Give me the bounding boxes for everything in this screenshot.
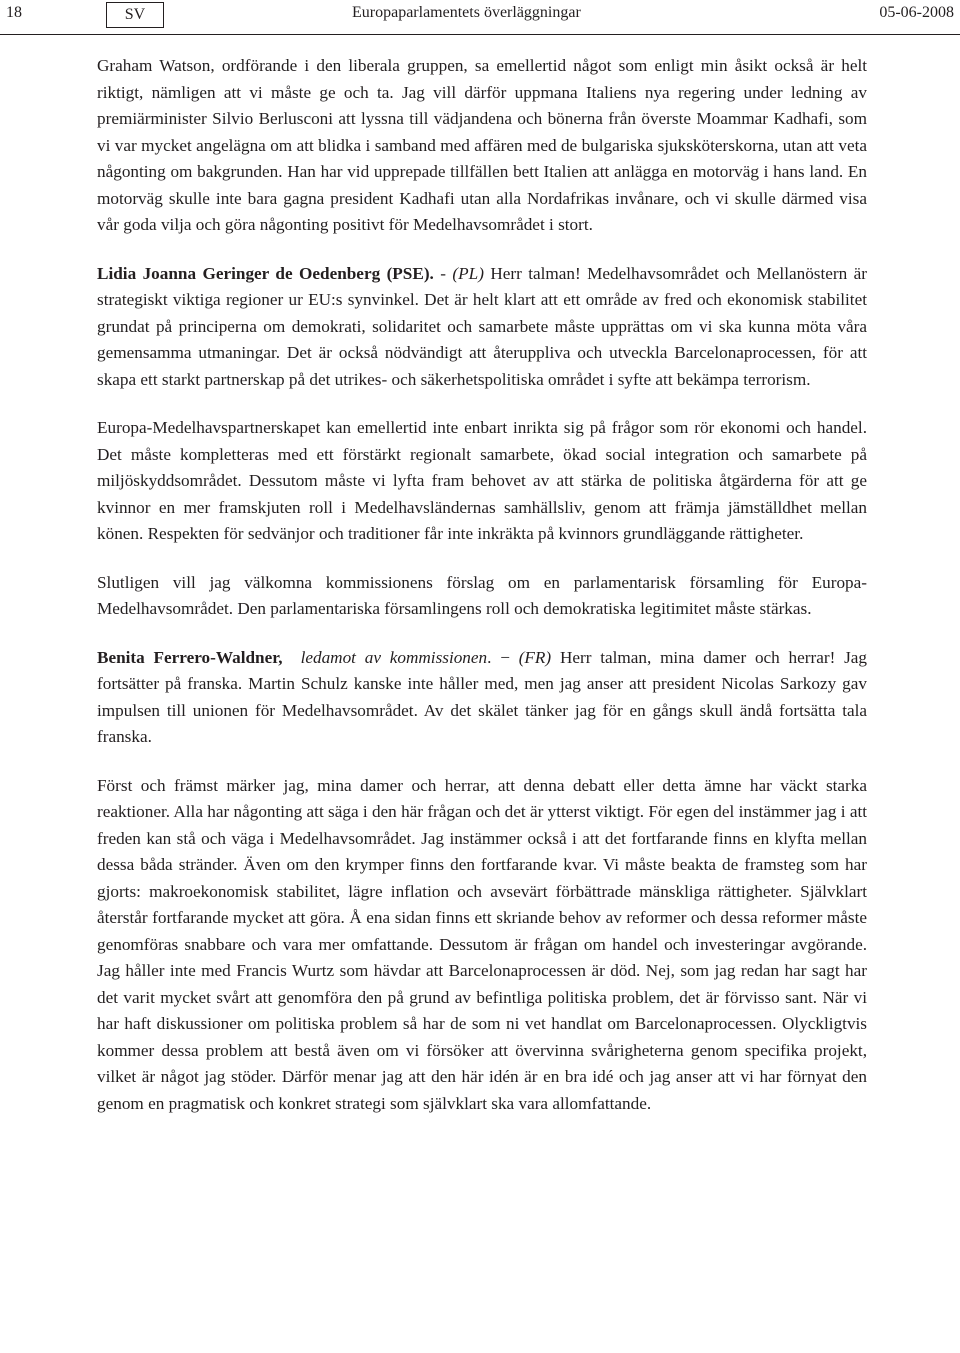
- speech-text: Herr talman, mina damer och herrar! Jag fortsätter på franska. Martin Schulz kanske inte håller med, men jag anser att president Nicolas Sarkozy gav impulsen till unionen för Medelhavsområdet. Av det skälet tänker jag för en gångs skull ändå fortsätta tala franska.: [97, 647, 867, 746]
- document-title: Europaparlamentets överläggningar: [352, 4, 581, 21]
- speaker-role: ledamot av kommissionen: [300, 647, 488, 667]
- speech-geringer-paragraph-2: Europa-Medelhavspartnerskapet kan emellertid inte enbart inrikta sig på frågor som rör ekonomi och handel. Det måste kompletteras med ett förstärkt regionalt samarbete, ökad social integration och samarbete på miljöskyddsområdet. Dessutom måste vi lyfta fram behovet av att stärka de politiska åtgärderna för att ge kvinnor en mer framskjuten roll i Medelhavsländernas samhällsliv, genom att främja jämställdhet mellan könen. Respekten för sedvänjor och traditioner får inte inkräkta på kvinnors grundläggande rättigheter.: [97, 418, 867, 543]
- speech-ferrero-waldner-paragraph-2: Först och främst märker jag, mina damer och herrar, att denna debatt eller detta ämne har väckt starka reaktioner. Alla har någonting att säga i den här frågan och det är ytterst viktigt. För egen del instämmer jag i att freden kan stå och väga i Medelhavsområdet. Jag instämmer också i att det fortfarande finns en klyfta mellan dessa båda stränder. Även om den krymper finns den fortfarande kvar. Vi måste beakta de framsteg som har gjorts: makroekonomisk stabilitet, lägre inflation och avsevärt förbättrade mänskliga rättigheter. Självklart återstår fortfarande mycket att göra. Å ena sidan finns ett skriande behov av reformer och dessa reformer måste genomföras snabbare och vara mer omfattande. Dessutom är frågan om handel och investeringar avgörande. Jag håller inte med Francis Wurtz som hävdar att Barcelonaprocessen är död. Nej, som jag redan har sagt har det varit mycket svårt att genomföra den på grund av befintliga politiska problem, det är förvisso sant. När vi har haft diskussioner om politiska problem så har de som ni vet handlat om Barcelonaprocessen. Olyckligtvis kommer dessa problem att bestå även om vi försöker att övervinna svårigheterna genom specifika projekt, vilket är något jag stöder. Därför menar jag att den här idén är en bra idé och jag anser att vi har förnyat den genom en pragmatisk och konkret strategi som självklart ska vara allomfattande.: [97, 775, 867, 1113]
- language-tag-fr: (FR): [518, 647, 552, 667]
- speech-ferrero-waldner-paragraph-1: [97, 645, 867, 751]
- intro-paragraph: Graham Watson, ordförande i den liberala gruppen, sa emellertid något som enligt min åsikt också är helt riktigt, nämligen att vi måste ge och ta. Jag vill därför uppmana Italiens nya regering under ledning av premiärminister Silvio Berlusconi att lyssna till vädjandena och bönerna från överste Moammar Kadhafi, som vi var mycket angelägna om att blidka i samband med affären med de bulgariska sjuksköterskorna, utan att veta någonting om bakgrunden. Han har vid upprepade tillfällen bett Italien att anlägga en motorväg i hans land. En motorväg skulle inte bara gagna president Kadhafi utan alla Nordafrikas invånare, och vi skulle därmed visa vår goda vilja och göra någonting positivt för Medelhavsområdet i stort.: [97, 56, 867, 234]
- language-tag-pl: (PL): [452, 263, 484, 283]
- speech-separator: . −: [487, 647, 519, 667]
- document-date: 05-06-2008: [879, 4, 954, 21]
- speech-separator: -: [433, 263, 453, 283]
- page-header: [0, 0, 960, 35]
- document-body: [97, 53, 867, 1139]
- speech-geringer-paragraph-1: [97, 261, 867, 394]
- speech-text: Herr talman! Medelhavsområdet och Mellanöstern är strategiskt viktiga regioner ur EU:s synvinkel. Det är helt klart att ett område av fred och ekonomisk stabilitet grundat på principerna om demokrati, solidaritet och samarbete måste upprättas om vi ska kunna möta våra gemensamma utmaningar. Det är också nödvändigt att återuppliva och utveckla Barcelonaprocessen, för att skapa ett starkt partnerskap på det utrikes- och säkerhetspolitiska området i syfte att bekämpa terrorism.: [97, 263, 867, 389]
- language-code-box: SV: [106, 2, 164, 28]
- page-number: 18: [6, 4, 22, 21]
- speaker-name-geringer: Lidia Joanna Geringer de Oedenberg (PSE).: [97, 263, 434, 283]
- speech-geringer-paragraph-3: Slutligen vill jag välkomna kommissionens förslag om en parlamentarisk församling för Europa-Medelhavsområdet. Den parlamentariska församlingens roll och demokratiska legitimitet måste stärkas.: [97, 572, 867, 618]
- speaker-name-ferrero-waldner: Benita Ferrero-Waldner,: [97, 647, 283, 667]
